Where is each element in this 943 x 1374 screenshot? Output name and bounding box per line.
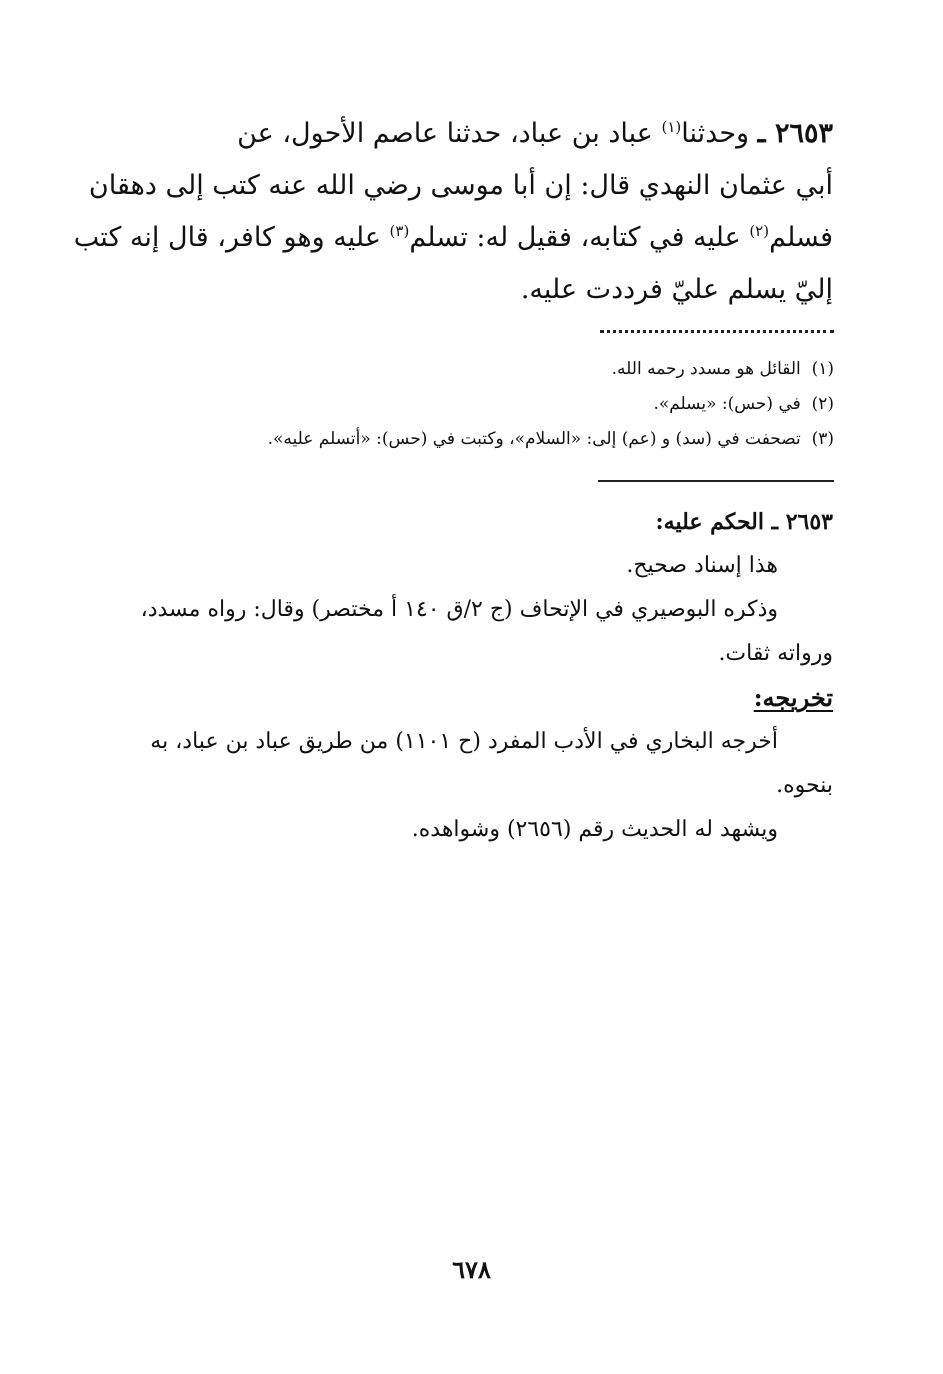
footnote-1: (١) القائل هو مسدد رحمه الله.	[611, 359, 834, 379]
page-number: ٦٧٨	[452, 1255, 491, 1284]
ruling-paragraph-2-line-2: ورواته ثقات.	[718, 641, 833, 666]
ruling-section	[105, 500, 833, 852]
footnotes	[220, 352, 834, 457]
ruling-paragraph-1: هذا إسناد صحيح.	[626, 553, 778, 578]
footnote-ref-1: (١)	[661, 118, 682, 136]
dotted-separator	[600, 320, 834, 333]
takhrij-paragraph-line-1: أخرجه البخاري في الأدب المفرد (ح ١١٠١) من طريق عباد بن عباد، به	[150, 729, 778, 754]
witness-paragraph: ويشهد له الحديث رقم (٢٦٥٦) وشواهده.	[411, 817, 778, 842]
hadith-line-1: ٢٦٥٣ ـ وحدثنا$^{(١)}$ عباد بن عباد، حدثنا عاصم الأحول، عن	[237, 118, 833, 149]
footnote-2: (٢) في (حس): «يسلم».	[653, 394, 834, 414]
hadith-text	[73, 108, 833, 316]
ruling-paragraph-2-line-1: وذكره البوصيري في الإتحاف (ج ٢/ق ١٤٠ أ مختصر) وقال: رواه مسدد،	[140, 597, 778, 622]
footnote-ref-3: (٣)	[389, 222, 410, 240]
hadith-line-4: إليّ يسلم عليّ فرددت عليه.	[520, 274, 833, 305]
hadith-number: ٢٦٥٣ ـ	[757, 118, 833, 149]
footnote-3: (٣) تصحفت في (سد) و (عم) إلى: «السلام»، وكتبت في (حس): «أتسلم عليه».	[267, 429, 834, 449]
ruling-heading: ٢٦٥٣ ـ الحكم عليه:	[655, 509, 833, 535]
hadith-line-2: أبي عثمان النهدي قال: إن أبا موسى رضي الله عنه كتب إلى دهقان	[88, 170, 833, 201]
hadith-line-3: فسلم$^{(٢)}$ عليه في كتابه، فقيل له: تسلم$^{(٣)}$ عليه وهو كافر، قال إنه كتب	[73, 222, 833, 253]
footnote-ref-2: (٢)	[749, 222, 770, 240]
takhrij-paragraph-line-2: بنحوه.	[776, 773, 833, 798]
section-separator	[598, 480, 834, 482]
takhrij-heading: تخريجه:	[753, 683, 833, 712]
